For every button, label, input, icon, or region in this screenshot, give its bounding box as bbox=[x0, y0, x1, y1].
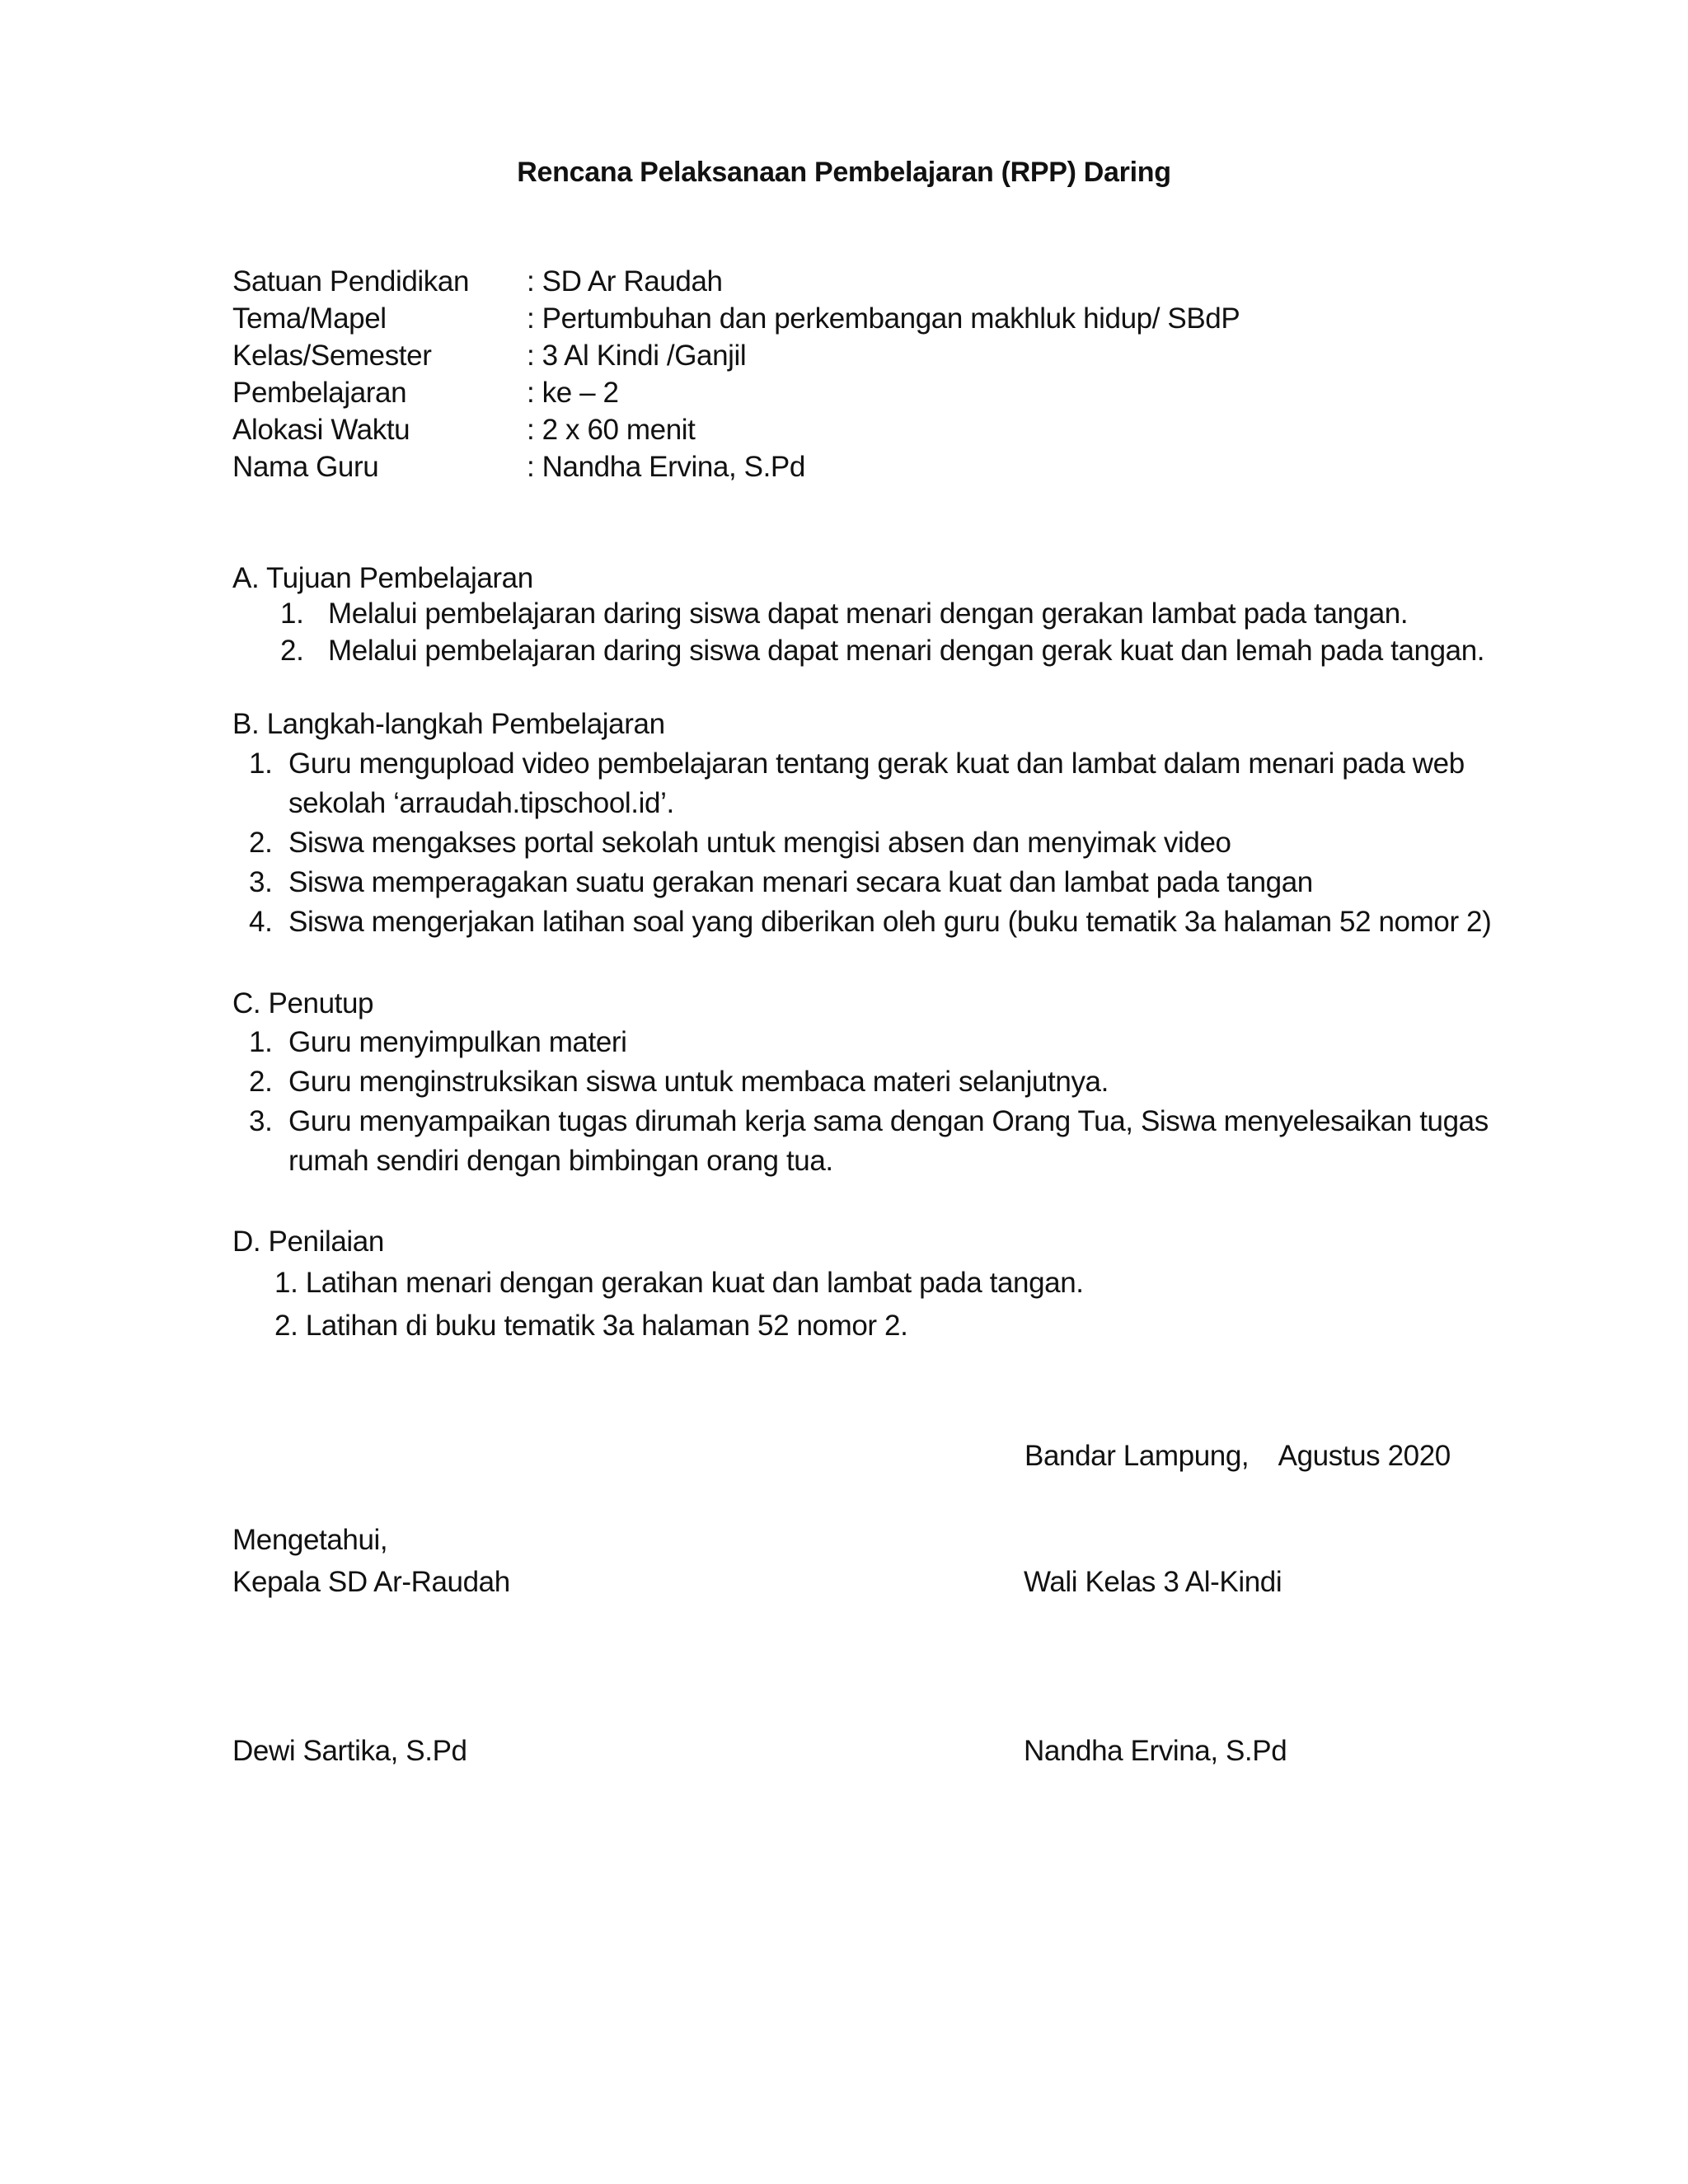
principal-title: Kepala SD Ar-Raudah bbox=[232, 1566, 510, 1598]
section-b-heading: B. Langkah-langkah Pembelajaran bbox=[232, 708, 665, 740]
info-value: : SD Ar Raudah bbox=[527, 265, 723, 298]
info-row-tema bbox=[232, 301, 1551, 337]
document-title: Rencana Pelaksanaan Pembelajaran (RPP) Daring bbox=[517, 157, 1171, 188]
list-item bbox=[249, 825, 1568, 861]
list-item: 2. Latihan di buku tematik 3a halaman 52 nomor 2. bbox=[274, 1310, 908, 1342]
list-text-continued: sekolah ‘arraudah.tipschool.id’. bbox=[288, 787, 674, 819]
list-item bbox=[249, 1064, 1568, 1100]
info-value: : Pertumbuhan dan perkembangan makhluk hidup/ SBdP bbox=[527, 302, 1240, 335]
list-item bbox=[249, 904, 1568, 940]
section-d-heading: D. Penilaian bbox=[232, 1226, 384, 1258]
list-text-continued: rumah sendiri dengan bimbingan orang tua. bbox=[288, 1145, 833, 1177]
list-text: Guru menyimpulkan materi bbox=[288, 1026, 627, 1058]
list-item bbox=[280, 633, 1558, 669]
homeroom-teacher-title: Wali Kelas 3 Al-Kindi bbox=[1024, 1566, 1282, 1598]
info-value: : ke – 2 bbox=[527, 377, 619, 409]
list-text: Guru mengupload video pembelajaran tentang gerak kuat dan lambat dalam menari pada web bbox=[288, 748, 1465, 780]
info-label: Tema/Mapel bbox=[232, 302, 387, 335]
list-item bbox=[249, 1024, 1568, 1061]
list-text: Melalui pembelajaran daring siswa dapat menari dengan gerakan lambat pada tangan. bbox=[328, 598, 1409, 630]
acknowledgement-label: Mengetahui, bbox=[232, 1524, 388, 1556]
list-text: Siswa mengakses portal sekolah untuk mengisi absen dan menyimak video bbox=[288, 827, 1231, 859]
info-row-kelas bbox=[232, 338, 1551, 374]
list-number: 1. bbox=[249, 1026, 273, 1058]
section-a-heading: A. Tujuan Pembelajaran bbox=[232, 562, 533, 594]
list-number: 1. bbox=[280, 598, 304, 630]
list-text: Siswa mengerjakan latihan soal yang diberikan oleh guru (buku tematik 3a halaman 52 nomor 2) bbox=[288, 906, 1492, 938]
list-item bbox=[249, 746, 1568, 822]
info-label: Pembelajaran bbox=[232, 377, 407, 409]
list-number: 3. bbox=[249, 866, 273, 898]
teacher-name: Nandha Ervina, S.Pd bbox=[1024, 1735, 1287, 1767]
info-row-pembelajaran bbox=[232, 375, 1551, 411]
info-label: Satuan Pendidikan bbox=[232, 265, 470, 298]
info-row-satuan bbox=[232, 264, 1551, 300]
info-row-guru bbox=[232, 449, 1551, 485]
list-text: Guru menyampaikan tugas dirumah kerja sama dengan Orang Tua, Siswa menyelesaikan tugas bbox=[288, 1105, 1489, 1137]
list-number: 2. bbox=[280, 635, 304, 667]
list-item: 1. Latihan menari dengan gerakan kuat dan lambat pada tangan. bbox=[274, 1267, 1084, 1299]
place-date: Bandar Lampung, Agustus 2020 bbox=[1025, 1440, 1451, 1472]
list-number: 4. bbox=[249, 906, 273, 938]
info-label: Kelas/Semester bbox=[232, 340, 432, 372]
info-value: : 2 x 60 menit bbox=[527, 414, 696, 446]
info-value: : 3 Al Kindi /Ganjil bbox=[527, 340, 747, 372]
section-c-heading: C. Penutup bbox=[232, 987, 374, 1019]
info-label: Nama Guru bbox=[232, 451, 379, 483]
info-value: : Nandha Ervina, S.Pd bbox=[527, 451, 805, 483]
info-row-alokasi bbox=[232, 412, 1551, 448]
list-text: Siswa memperagakan suatu gerakan menari secara kuat dan lambat pada tangan bbox=[288, 866, 1313, 898]
list-number: 2. bbox=[249, 827, 273, 859]
list-number: 2. bbox=[249, 1066, 273, 1098]
list-item bbox=[249, 865, 1568, 901]
info-label: Alokasi Waktu bbox=[232, 414, 410, 446]
list-item bbox=[280, 596, 1558, 632]
list-number: 3. bbox=[249, 1105, 273, 1137]
list-text: Melalui pembelajaran daring siswa dapat menari dengan gerak kuat dan lemah pada tangan. bbox=[328, 635, 1485, 667]
list-item bbox=[249, 1104, 1568, 1179]
principal-name: Dewi Sartika, S.Pd bbox=[232, 1735, 467, 1767]
list-number: 1. bbox=[249, 748, 273, 780]
list-text: Guru menginstruksikan siswa untuk membaca materi selanjutnya. bbox=[288, 1066, 1109, 1098]
